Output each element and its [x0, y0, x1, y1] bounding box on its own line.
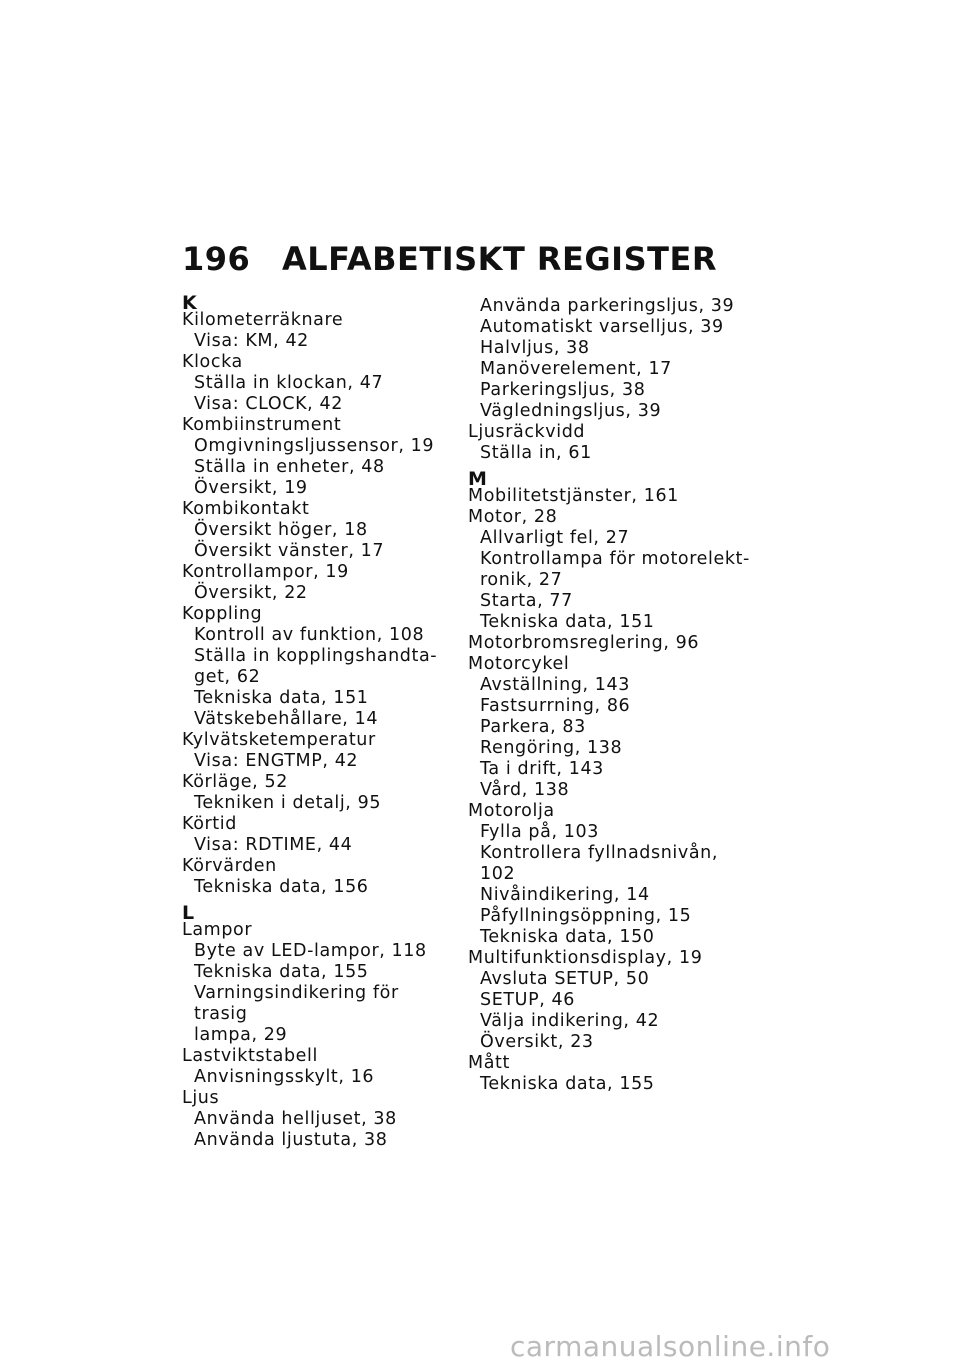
- index-subentry: Kontrollampa för motorelekt-: [480, 549, 750, 569]
- index-entry: Motorcykel: [468, 654, 570, 674]
- index-subentry: get, 62: [194, 667, 261, 687]
- index-entry: Körvärden: [182, 856, 277, 876]
- index-entry: Lastviktstabell: [182, 1046, 318, 1066]
- page-header: [182, 240, 717, 278]
- index-column-left: [182, 292, 452, 1151]
- index-entry: Multifunktionsdisplay, 19: [468, 948, 703, 968]
- index-entry: Körläge, 52: [182, 772, 288, 792]
- index-subentry: Varningsindikering för trasig: [194, 983, 399, 1024]
- index-subentry: Ställa in enheter, 48: [194, 457, 385, 477]
- index-subentry: Ta i drift, 143: [480, 759, 604, 779]
- index-subentry: Visa: RDTIME, 44: [194, 835, 353, 855]
- index-subentry: Tekniska data, 151: [480, 612, 655, 632]
- index-subentry: lampa, 29: [194, 1025, 288, 1045]
- index-subentry: Ställa in kopplingshandta-: [194, 646, 438, 666]
- index-subentry: Översikt höger, 18: [194, 520, 368, 540]
- index-letter-heading: M: [468, 468, 488, 490]
- index-subentry: Omgivningsljussensor, 19: [194, 436, 435, 456]
- index-subentry: Tekniska data, 150: [480, 927, 655, 947]
- index-subentry: Översikt, 23: [480, 1032, 594, 1052]
- index-entry: Motor, 28: [468, 507, 558, 527]
- index-subentry: Fylla på, 103: [480, 822, 599, 842]
- index-entry: Kombiinstrument: [182, 415, 342, 435]
- index-subentry: Byte av LED-lampor, 118: [194, 941, 427, 961]
- index-subentry: ronik, 27: [480, 570, 563, 590]
- index-subentry: Fastsurrning, 86: [480, 696, 631, 716]
- index-entry: Motorolja: [468, 801, 555, 821]
- index-subentry: Visa: ENGTMP, 42: [194, 751, 359, 771]
- index-subentry: Ställa in, 61: [480, 443, 592, 463]
- index-letter-heading: L: [182, 902, 195, 924]
- index-subentry: Översikt, 22: [194, 583, 308, 603]
- index-letter-heading: K: [182, 292, 198, 314]
- index-entry: Kilometerräknare: [182, 310, 344, 330]
- index-entry: Kontrollampor, 19: [182, 562, 349, 582]
- index-subentry: Tekniska data, 155: [194, 962, 369, 982]
- index-entry: Kombikontakt: [182, 499, 310, 519]
- index-entry: Mobilitetstjänster, 161: [468, 486, 679, 506]
- index-subentry: Vägledningsljus, 39: [480, 401, 662, 421]
- index-subentry: Avställning, 143: [480, 675, 631, 695]
- index-subentry: Halvljus, 38: [480, 338, 590, 358]
- index-subentry: Avsluta SETUP, 50: [480, 969, 650, 989]
- index-subentry: Rengöring, 138: [480, 738, 623, 758]
- index-subentry: Parkeringsljus, 38: [480, 380, 646, 400]
- index-entry: Körtid: [182, 814, 237, 834]
- page-title: ALFABETISKT REGISTER: [282, 240, 717, 278]
- index-subentry: Kontrollera fyllnadsnivån, 102: [480, 843, 719, 884]
- watermark: carmanualsonline.info: [510, 1330, 831, 1363]
- index-entry: Ljus: [182, 1088, 220, 1108]
- index-entry: Mått: [468, 1053, 510, 1073]
- index-subentry: Översikt vänster, 17: [194, 541, 385, 561]
- index-subentry: Starta, 77: [480, 591, 573, 611]
- index-subentry: Använda helljuset, 38: [194, 1109, 397, 1129]
- index-entry: Kylvätsketemperatur: [182, 730, 376, 750]
- index-subentry: SETUP, 46: [480, 990, 576, 1010]
- index-subentry: Vård, 138: [480, 780, 570, 800]
- index-subentry: Manöverelement, 17: [480, 359, 672, 379]
- index-subentry: Ställa in klockan, 47: [194, 373, 384, 393]
- index-subentry: Välja indikering, 42: [480, 1011, 660, 1031]
- index-subentry: Påfyllningsöppning, 15: [480, 906, 692, 926]
- index-subentry: Visa: CLOCK, 42: [194, 394, 343, 414]
- index-column-right: [468, 296, 758, 1095]
- index-entry: Motorbromsreglering, 96: [468, 633, 700, 653]
- page-number: 196: [182, 240, 251, 278]
- index-subentry: Visa: KM, 42: [194, 331, 309, 351]
- index-entry: Klocka: [182, 352, 243, 372]
- index-subentry: Tekniska data, 156: [194, 877, 369, 897]
- index-subentry: Parkera, 83: [480, 717, 586, 737]
- index-subentry: Automatiskt varselljus, 39: [480, 317, 724, 337]
- index-subentry: Kontroll av funktion, 108: [194, 625, 425, 645]
- index-subentry: Tekniken i detalj, 95: [194, 793, 382, 813]
- index-subentry: Tekniska data, 155: [480, 1074, 655, 1094]
- index-subentry: Använda parkeringsljus, 39: [480, 296, 735, 316]
- index-subentry: Använda ljustuta, 38: [194, 1130, 388, 1150]
- index-entry: Koppling: [182, 604, 263, 624]
- index-subentry: Vätskebehållare, 14: [194, 709, 379, 729]
- index-subentry: Anvisningsskylt, 16: [194, 1067, 375, 1087]
- index-subentry: Översikt, 19: [194, 478, 308, 498]
- index-entry: Lampor: [182, 920, 253, 940]
- index-entry: Ljusräckvidd: [468, 422, 586, 442]
- index-subentry: Tekniska data, 151: [194, 688, 369, 708]
- index-subentry: Allvarligt fel, 27: [480, 528, 630, 548]
- index-subentry: Nivåindikering, 14: [480, 885, 650, 905]
